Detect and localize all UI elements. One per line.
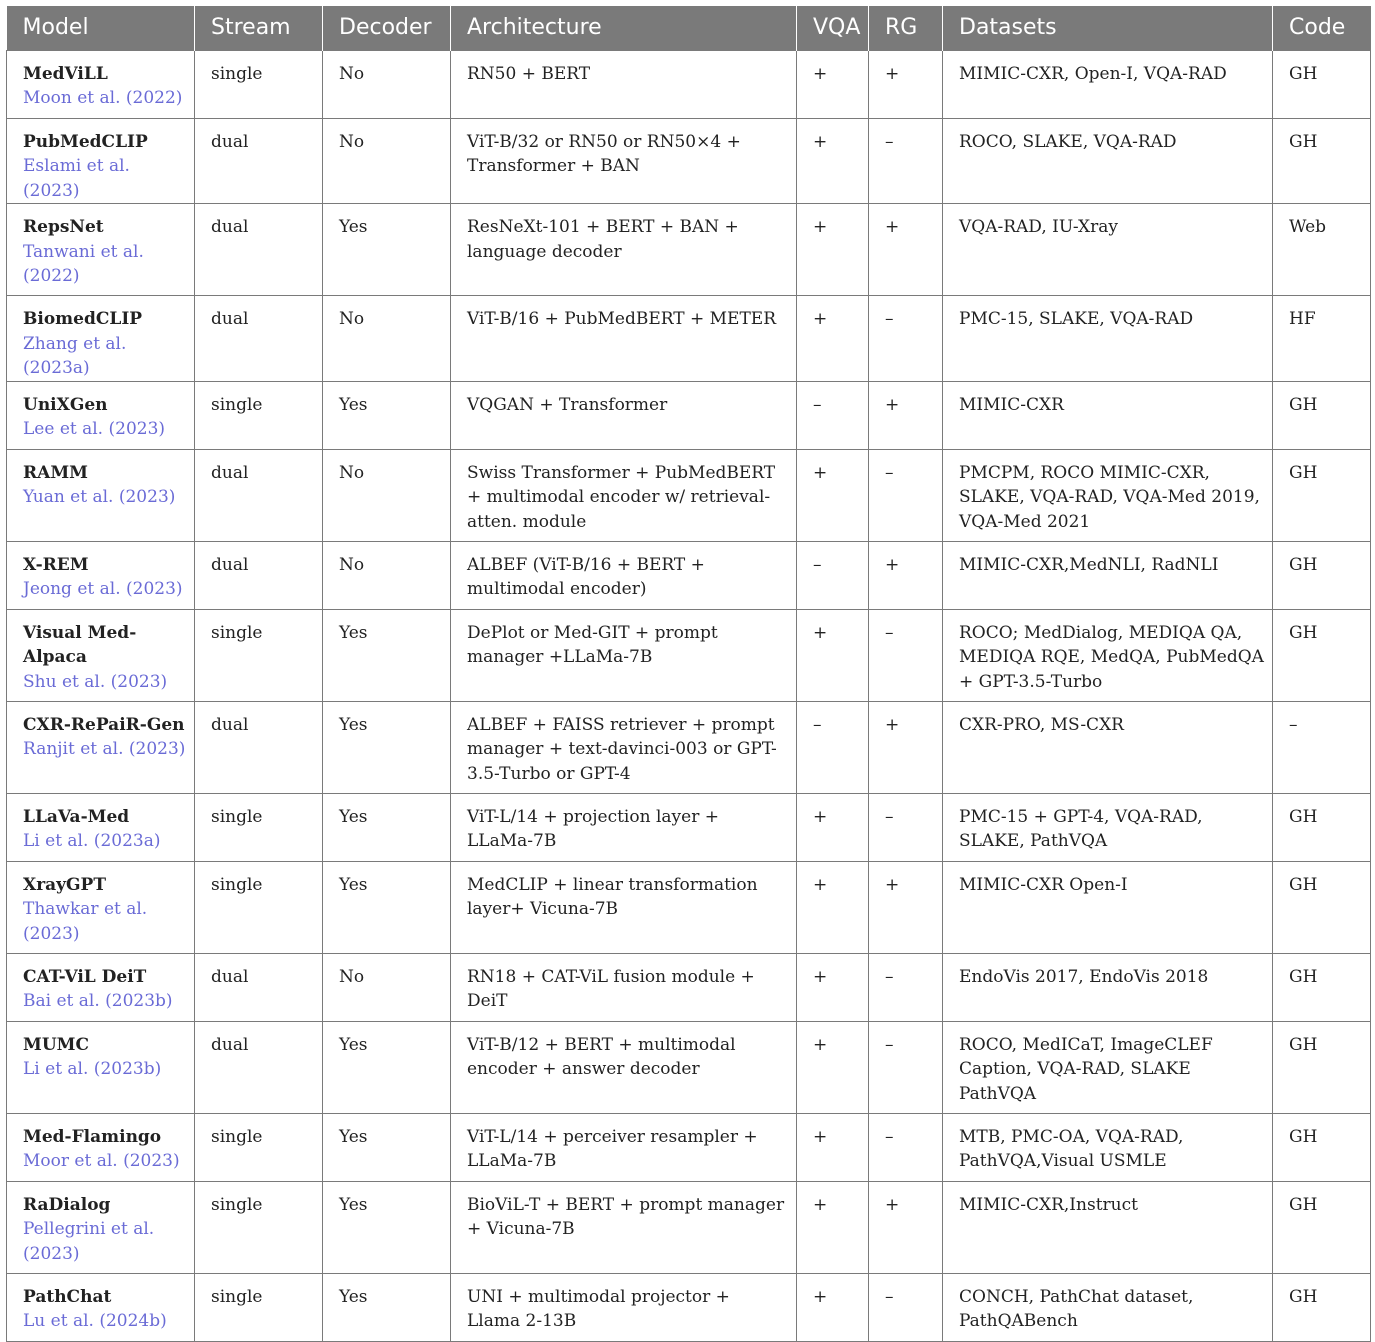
datasets-cell: PMC-15 + GPT-4, VQA-RAD, SLAKE, PathVQA bbox=[943, 793, 1273, 861]
model-cell bbox=[7, 1273, 195, 1341]
rg-cell: + bbox=[869, 1181, 943, 1273]
architecture-cell: BioViL-T + BERT + prompt manager + Vicuna-7B bbox=[451, 1181, 797, 1273]
vqa-cell: + bbox=[797, 1181, 869, 1273]
rg-cell: + bbox=[869, 204, 943, 296]
model-name: XrayGPT bbox=[23, 874, 106, 895]
architecture-cell: RN50 + BERT bbox=[451, 50, 797, 118]
stream-cell: single bbox=[195, 1273, 323, 1341]
citation-link[interactable]: Lu et al. (2024b) bbox=[23, 1311, 167, 1331]
model-cell bbox=[7, 449, 195, 541]
datasets-cell: CONCH, PathChat dataset, PathQABench bbox=[943, 1273, 1273, 1341]
datasets-cell: EndoVis 2017, EndoVis 2018 bbox=[943, 953, 1273, 1021]
header-stream: Stream bbox=[195, 6, 323, 50]
citation-link[interactable]: Shu et al. (2023) bbox=[23, 671, 168, 692]
vqa-cell: + bbox=[797, 609, 869, 701]
table-row bbox=[7, 541, 1371, 609]
citation-link[interactable]: Tanwani et al. (2022) bbox=[23, 241, 144, 286]
stream-cell: single bbox=[195, 793, 323, 861]
decoder-cell: Yes bbox=[323, 861, 451, 953]
decoder-cell: No bbox=[323, 953, 451, 1021]
citation-link[interactable]: Bai et al. (2023b) bbox=[23, 991, 173, 1011]
table-row bbox=[7, 118, 1371, 204]
code-cell: GH bbox=[1273, 1273, 1371, 1341]
models-table bbox=[6, 6, 1371, 1342]
model-cell bbox=[7, 793, 195, 861]
vqa-cell: + bbox=[797, 296, 869, 382]
datasets-cell: MTB, PMC-OA, VQA-RAD, PathVQA,Visual USMLE bbox=[943, 1113, 1273, 1181]
model-cell bbox=[7, 50, 195, 118]
vqa-cell: – bbox=[797, 701, 869, 793]
model-cell bbox=[7, 1113, 195, 1181]
table-row bbox=[7, 449, 1371, 541]
rg-cell: – bbox=[869, 793, 943, 861]
code-cell: GH bbox=[1273, 449, 1371, 541]
stream-cell: dual bbox=[195, 701, 323, 793]
rg-cell: – bbox=[869, 1113, 943, 1181]
vqa-cell: – bbox=[797, 541, 869, 609]
datasets-cell: ROCO; MedDialog, MEDIQA QA, MEDIQA RQE, MedQA, PubMedQA + GPT-3.5-Turbo bbox=[943, 609, 1273, 701]
datasets-cell: MIMIC-CXR, Open-I, VQA-RAD bbox=[943, 50, 1273, 118]
model-cell bbox=[7, 701, 195, 793]
citation-link[interactable]: Moor et al. (2023) bbox=[23, 1151, 180, 1171]
model-name: LLaVa-Med bbox=[23, 806, 130, 827]
rg-cell: – bbox=[869, 609, 943, 701]
code-cell: GH bbox=[1273, 381, 1371, 449]
code-cell: GH bbox=[1273, 793, 1371, 861]
architecture-cell: DePlot or Med-GIT + prompt manager +LLaMa-7B bbox=[451, 609, 797, 701]
code-cell: GH bbox=[1273, 50, 1371, 118]
model-cell bbox=[7, 541, 195, 609]
model-cell bbox=[7, 609, 195, 701]
citation-link[interactable]: Moon et al. (2022) bbox=[23, 88, 183, 108]
code-cell: GH bbox=[1273, 118, 1371, 204]
code-cell: GH bbox=[1273, 1021, 1371, 1113]
model-name: PubMedCLIP bbox=[23, 131, 148, 152]
decoder-cell: Yes bbox=[323, 1181, 451, 1273]
rg-cell: – bbox=[869, 1273, 943, 1341]
citation-link[interactable]: Eslami et al. (2023) bbox=[23, 156, 130, 201]
decoder-cell: No bbox=[323, 296, 451, 382]
code-cell: – bbox=[1273, 701, 1371, 793]
model-name: UniXGen bbox=[23, 394, 108, 415]
datasets-cell: VQA-RAD, IU-Xray bbox=[943, 204, 1273, 296]
architecture-cell: ViT-B/12 + BERT + multimodal encoder + answer decoder bbox=[451, 1021, 797, 1113]
decoder-cell: Yes bbox=[323, 1273, 451, 1341]
decoder-cell: No bbox=[323, 449, 451, 541]
citation-link[interactable]: Ranjit et al. (2023) bbox=[23, 739, 186, 759]
rg-cell: – bbox=[869, 953, 943, 1021]
stream-cell: dual bbox=[195, 296, 323, 382]
table-row bbox=[7, 1273, 1371, 1341]
model-name: BiomedCLIP bbox=[23, 309, 143, 329]
decoder-cell: No bbox=[323, 541, 451, 609]
rg-cell: + bbox=[869, 381, 943, 449]
model-name: Med-Flamingo bbox=[23, 1126, 162, 1147]
code-cell: GH bbox=[1273, 541, 1371, 609]
header-datasets: Datasets bbox=[943, 6, 1273, 50]
table-row bbox=[7, 50, 1371, 118]
citation-link[interactable]: Zhang et al. (2023a) bbox=[23, 333, 127, 378]
citation-link[interactable]: Jeong et al. (2023) bbox=[23, 579, 183, 599]
datasets-cell: ROCO, MedICaT, ImageCLEF Caption, VQA-RAD, SLAKE PathVQA bbox=[943, 1021, 1273, 1113]
model-name: Visual Med-Alpaca bbox=[23, 622, 137, 667]
datasets-cell: MIMIC-CXR,Instruct bbox=[943, 1181, 1273, 1273]
table-row bbox=[7, 296, 1371, 382]
stream-cell: dual bbox=[195, 204, 323, 296]
code-cell: GH bbox=[1273, 609, 1371, 701]
model-name: X-REM bbox=[23, 554, 89, 575]
code-cell: GH bbox=[1273, 1113, 1371, 1181]
table-header-row bbox=[7, 6, 1371, 50]
model-cell bbox=[7, 953, 195, 1021]
model-cell bbox=[7, 1181, 195, 1273]
rg-cell: – bbox=[869, 1021, 943, 1113]
header-architecture: Architecture bbox=[451, 6, 797, 50]
stream-cell: single bbox=[195, 381, 323, 449]
architecture-cell: ViT-L/14 + projection layer + LLaMa-7B bbox=[451, 793, 797, 861]
stream-cell: single bbox=[195, 50, 323, 118]
table-row bbox=[7, 204, 1371, 296]
datasets-cell: PMCPM, ROCO MIMIC-CXR, SLAKE, VQA-RAD, VQA-Med 2019, VQA-Med 2021 bbox=[943, 449, 1273, 541]
model-name: RAMM bbox=[23, 462, 88, 483]
model-cell bbox=[7, 296, 195, 382]
model-cell bbox=[7, 204, 195, 296]
code-cell: Web bbox=[1273, 204, 1371, 296]
vqa-cell: + bbox=[797, 118, 869, 204]
citation-link[interactable]: Li et al. (2023a) bbox=[23, 831, 161, 851]
vqa-cell: + bbox=[797, 50, 869, 118]
architecture-cell: ALBEF + FAISS retriever + prompt manager + text-davinci-003 or GPT-3.5-Turbo or GPT-4 bbox=[451, 701, 797, 793]
model-name: MedViLL bbox=[23, 63, 108, 84]
datasets-cell: PMC-15, SLAKE, VQA-RAD bbox=[943, 296, 1273, 382]
vqa-cell: + bbox=[797, 953, 869, 1021]
architecture-cell: ViT-L/14 + perceiver resampler + LLaMa-7B bbox=[451, 1113, 797, 1181]
stream-cell: dual bbox=[195, 953, 323, 1021]
table-row bbox=[7, 953, 1371, 1021]
stream-cell: single bbox=[195, 1181, 323, 1273]
architecture-cell: UNI + multimodal projector + Llama 2-13B bbox=[451, 1273, 797, 1341]
header-code: Code bbox=[1273, 6, 1371, 50]
table-row bbox=[7, 861, 1371, 953]
model-name: RepsNet bbox=[23, 217, 104, 237]
table-row bbox=[7, 1113, 1371, 1181]
decoder-cell: Yes bbox=[323, 1113, 451, 1181]
decoder-cell: Yes bbox=[323, 609, 451, 701]
vqa-cell: – bbox=[797, 381, 869, 449]
table-row bbox=[7, 1181, 1371, 1273]
vqa-cell: + bbox=[797, 1113, 869, 1181]
decoder-cell: Yes bbox=[323, 1021, 451, 1113]
datasets-cell: MIMIC-CXR Open-I bbox=[943, 861, 1273, 953]
stream-cell: dual bbox=[195, 118, 323, 204]
decoder-cell: No bbox=[323, 118, 451, 204]
architecture-cell: RN18 + CAT-ViL fusion module + DeiT bbox=[451, 953, 797, 1021]
stream-cell: single bbox=[195, 1113, 323, 1181]
stream-cell: single bbox=[195, 861, 323, 953]
code-cell: GH bbox=[1273, 1181, 1371, 1273]
datasets-cell: CXR-PRO, MS-CXR bbox=[943, 701, 1273, 793]
code-cell: GH bbox=[1273, 953, 1371, 1021]
decoder-cell: Yes bbox=[323, 204, 451, 296]
table-row bbox=[7, 1021, 1371, 1113]
architecture-cell: ViT-B/32 or RN50 or RN50×4 + Transformer + BAN bbox=[451, 118, 797, 204]
citation-link[interactable]: Lee et al. (2023) bbox=[23, 419, 166, 439]
datasets-cell: ROCO, SLAKE, VQA-RAD bbox=[943, 118, 1273, 204]
header-rg: RG bbox=[869, 6, 943, 50]
model-name: CAT-ViL DeiT bbox=[23, 966, 147, 987]
model-cell bbox=[7, 381, 195, 449]
model-cell bbox=[7, 861, 195, 953]
vqa-cell: + bbox=[797, 793, 869, 861]
table-row bbox=[7, 793, 1371, 861]
table-row bbox=[7, 381, 1371, 449]
header-vqa: VQA bbox=[797, 6, 869, 50]
vqa-cell: + bbox=[797, 861, 869, 953]
rg-cell: + bbox=[869, 50, 943, 118]
rg-cell: – bbox=[869, 449, 943, 541]
decoder-cell: Yes bbox=[323, 381, 451, 449]
model-cell bbox=[7, 1021, 195, 1113]
models-table-container bbox=[6, 6, 1370, 1342]
architecture-cell: MedCLIP + linear transformation layer+ Vicuna-7B bbox=[451, 861, 797, 953]
rg-cell: + bbox=[869, 541, 943, 609]
code-cell: GH bbox=[1273, 861, 1371, 953]
model-name: MUMC bbox=[23, 1034, 89, 1055]
architecture-cell: VQGAN + Transformer bbox=[451, 381, 797, 449]
rg-cell: – bbox=[869, 118, 943, 204]
stream-cell: single bbox=[195, 609, 323, 701]
decoder-cell: Yes bbox=[323, 793, 451, 861]
datasets-cell: MIMIC-CXR bbox=[943, 381, 1273, 449]
citation-link[interactable]: Yuan et al. (2023) bbox=[23, 487, 176, 507]
table-row bbox=[7, 609, 1371, 701]
stream-cell: dual bbox=[195, 1021, 323, 1113]
stream-cell: dual bbox=[195, 449, 323, 541]
rg-cell: – bbox=[869, 296, 943, 382]
table-row bbox=[7, 701, 1371, 793]
header-decoder: Decoder bbox=[323, 6, 451, 50]
model-name: CXR-RePaiR-Gen bbox=[23, 714, 185, 735]
rg-cell: + bbox=[869, 701, 943, 793]
architecture-cell: ALBEF (ViT-B/16 + BERT + multimodal encoder) bbox=[451, 541, 797, 609]
decoder-cell: Yes bbox=[323, 701, 451, 793]
stream-cell: dual bbox=[195, 541, 323, 609]
citation-link[interactable]: Li et al. (2023b) bbox=[23, 1059, 162, 1079]
model-cell bbox=[7, 118, 195, 204]
model-name: PathChat bbox=[23, 1286, 112, 1307]
vqa-cell: + bbox=[797, 1021, 869, 1113]
architecture-cell: Swiss Transformer + PubMedBERT + multimodal encoder w/ retrieval-atten. module bbox=[451, 449, 797, 541]
citation-link[interactable]: Thawkar et al. (2023) bbox=[23, 899, 148, 944]
vqa-cell: + bbox=[797, 449, 869, 541]
architecture-cell: ViT-B/16 + PubMedBERT + METER bbox=[451, 296, 797, 382]
citation-link[interactable]: Pellegrini et al. (2023) bbox=[23, 1219, 155, 1264]
architecture-cell: ResNeXt-101 + BERT + BAN + language decoder bbox=[451, 204, 797, 296]
model-name: RaDialog bbox=[23, 1194, 111, 1215]
vqa-cell: + bbox=[797, 204, 869, 296]
vqa-cell: + bbox=[797, 1273, 869, 1341]
rg-cell: + bbox=[869, 861, 943, 953]
header-model: Model bbox=[7, 6, 195, 50]
decoder-cell: No bbox=[323, 50, 451, 118]
code-cell: HF bbox=[1273, 296, 1371, 382]
datasets-cell: MIMIC-CXR,MedNLI, RadNLI bbox=[943, 541, 1273, 609]
